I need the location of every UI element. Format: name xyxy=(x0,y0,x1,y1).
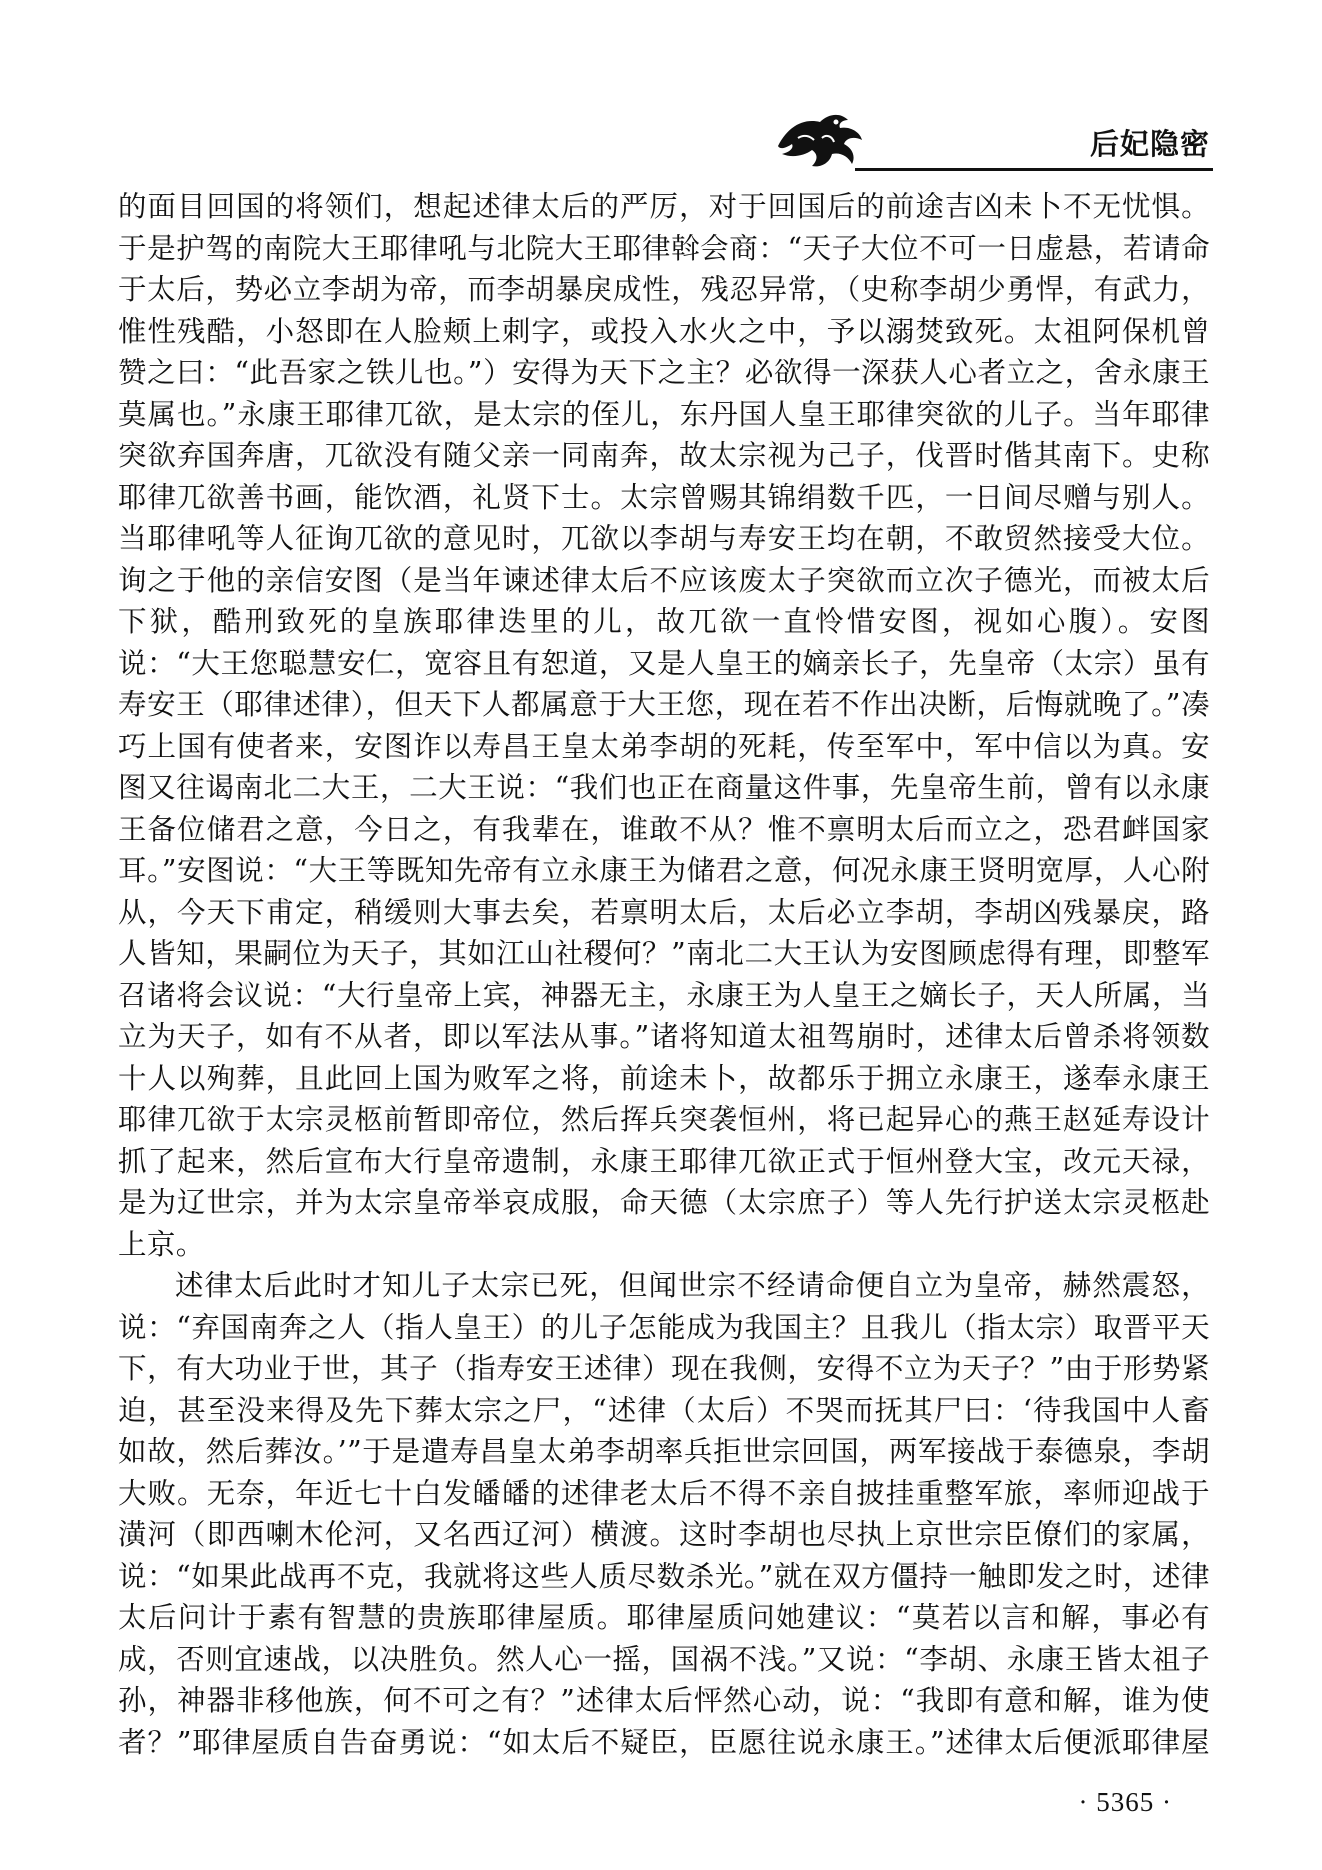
page-number: · 5365 · xyxy=(1078,1787,1172,1817)
paragraph: 的面目回国的将领们，想起述律太后的严厉，对于回国后的前途吉凶未卜不无忧惧。于是护驾的南院大王耶律吼与北院大王耶律斡会商：“天子大位不可一日虚悬，若请命于太后，势必立李胡为帝，而李胡暴戾成性，残忍异常，（史称李胡少勇悍，有武力，惟性残酷，小怒即在人脸颊上刺字，或投入水火之中，予以溺焚致死。太祖阿保机曾赞之曰：“此吾家之铁儿也。”）安得为天下之主？必欲得一深获人心者立之，舍永康王莫属也。”永康王耶律兀欲，是太宗的侄儿，东丹国人皇王耶律突欲的儿子。当年耶律突欲弃国奔唐，兀欲没有随父亲一同南奔，故太宗视为己子，伐晋时偕其南下。史称耶律兀欲善书画，能饮酒，礼贤下士。太宗曾赐其锦绢数千匹，一日间尽赠与别人。当耶律吼等人征询兀欲的意见时，兀欲以李胡与寿安王均在朝，不敢贸然接受大位。询之于他的亲信安图（是当年谏述律太后不应该废太子突欲而立次子德光，而被太后下狱，酷刑致死的皇族耶律迭里的儿，故兀欲一直怜惜安图，视如心腹）。安图说：“大王您聪慧安仁，宽容且有恕道，又是人皇王的嫡亲长子，先皇帝（太宗）虽有寿安王（耶律述律），但天下人都属意于大王您，现在若不作出决断，后悔就晚了。”凑巧上国有使者来，安图诈以寿昌王皇太弟李胡的死耗，传至军中，军中信以为真。安图又往谒南北二大王，二大王说：“我们也正在商量这件事，先皇帝生前，曾有以永康王备位储君之意，今日之，有我辈在，谁敢不从？惟不禀明太后而立之，恐君衅国家耳。”安图说：“大王等既知先帝有立永康王为储君之意，何况永康王贤明宽厚，人心附从，今天下甫定，稍缓则大事去矣，若禀明太后，太后必立李胡，李胡凶残暴戾，路人皆知，果嗣位为天子，其如江山社稷何？”南北二大王认为安图顾虑得有理，即整军召诸将会议说：“大行皇帝上宾，神器无主，永康王为人皇王之嫡长子，天人所属，当立为天子，如有不从者，即以军法从事。”诸将知道太祖驾崩时，述律太后曾杀将领数十人以殉葬，且此回上国为败军之将，前途未卜，故都乐于拥立永康王，遂奉永康王耶律兀欲于太宗灵柩前暂即帝位，然后挥兵突袭恒州，将已起异心的燕王赵延寿设计抓了起来，然后宣布大行皇帝遗制，永康王耶律兀欲正式于恒州登大宝，改元天禄，是为辽世宗，并为太宗皇帝举哀成服，命天德（太宗庶子）等人先行护送太宗灵柩赴上京。 xyxy=(118,190,1210,1261)
page-header xyxy=(0,0,1322,180)
dragon-emblem-icon xyxy=(770,108,870,172)
header-rule xyxy=(855,168,1213,171)
paragraph: 述律太后此时才知儿子太宗已死，但闻世宗不经请命便自立为皇帝，赫然震怒，说：“弃国南奔之人（指人皇王）的儿子怎能成为我国主？且我儿（指太宗）取晋平天下，有大功业于世，其子（指寿安王述律）现在我侧，安得不立为天子？”由于形势紧迫，甚至没来得及先下葬太宗之尸，“述律（太后）不哭而抚其尸曰：‘待我国中人畜如故，然后葬汝。’”于是遣寿昌皇太弟李胡率兵拒世宗回国，两军接战于泰德泉，李胡大败。无奈，年近七十白发皤皤的述律老太后不得不亲自披挂重整军旅，率师迎战于潢河（即西喇木伦河，又名西辽河）横渡。这时李胡也尽执上京世宗臣僚们的家属，说：“如果此战再不克，我就将这些人质尽数杀光。”就在双方僵持一触即发之时，述律太后问计于素有智慧的贵族耶律屋质。耶律屋质问她建议：“莫若以言和解，事必有成，否则宜速战，以决胜负。然人心一摇，国祸不浅。”又说：“李胡、永康王皆太祖子孙，神器非移他族，何不可之有？”述律太后怦然心动，说：“我即有意和解，谁为使者？”耶律屋质自告奋勇说：“如太后不疑臣，臣愿往说永康王。”述律太后便派耶律屋 xyxy=(118,1269,1210,1759)
running-head-title: 后妃隐密 xyxy=(1089,127,1210,161)
page-body xyxy=(118,186,1210,1764)
